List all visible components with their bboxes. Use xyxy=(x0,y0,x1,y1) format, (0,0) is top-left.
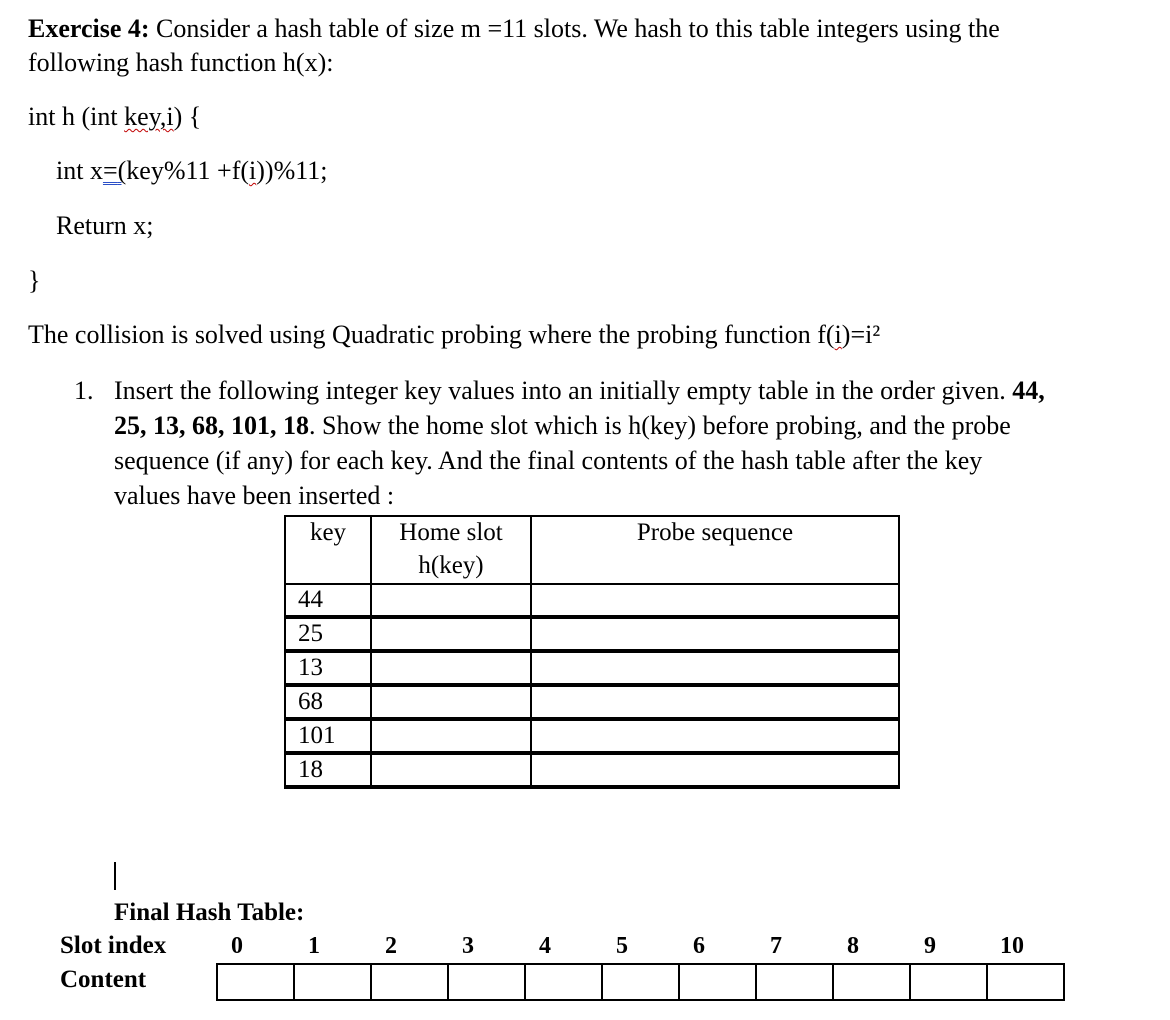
slot-index-6: 6 xyxy=(693,933,705,959)
header-key: key xyxy=(285,516,371,584)
probe-sequence-cell[interactable] xyxy=(531,753,899,787)
final-table-title: Final Hash Table: xyxy=(114,899,305,926)
table-row xyxy=(285,651,899,685)
slot-index-label: Slot index xyxy=(60,932,167,959)
code-body-equals: = xyxy=(102,156,118,185)
content-cell-2[interactable] xyxy=(372,965,449,999)
content-cell-10[interactable] xyxy=(988,965,1063,999)
text-cursor xyxy=(114,862,116,890)
code-body-i: i xyxy=(249,156,257,185)
probe-table xyxy=(284,515,900,789)
collision-post: )=i² xyxy=(841,320,881,349)
collision-pre: The collision is solved using Quadratic probing where the probing function f( xyxy=(28,320,835,349)
content-cell-4[interactable] xyxy=(526,965,603,999)
slot-index-8: 8 xyxy=(847,933,859,959)
slot-index-2: 2 xyxy=(385,933,397,959)
question-line3: sequence (if any) for each key. And the final contents of the hash table after the key xyxy=(114,446,983,475)
content-cell-8[interactable] xyxy=(834,965,911,999)
key-cell: 13 xyxy=(285,651,371,685)
content-cell-7[interactable] xyxy=(757,965,834,999)
code-signature-params: key,i xyxy=(124,102,174,131)
probe-sequence-cell[interactable] xyxy=(531,719,899,753)
table-row xyxy=(285,584,899,617)
table-row xyxy=(285,719,899,753)
question-line2 xyxy=(114,411,1011,441)
slot-index-5: 5 xyxy=(616,933,628,959)
code-body-paren: ( xyxy=(117,156,127,185)
header-home-slot-line1: Home slot xyxy=(399,519,503,546)
content-cell-9[interactable] xyxy=(911,965,988,999)
code-signature xyxy=(28,102,201,132)
code-signature-pre: int h (int xyxy=(28,102,125,131)
table-row xyxy=(285,753,899,787)
question-line1-bold: 44, xyxy=(1012,376,1045,405)
question-number: 1. xyxy=(74,376,94,405)
home-slot-cell[interactable] xyxy=(371,651,531,685)
question-line1 xyxy=(114,376,1045,406)
home-slot-cell[interactable] xyxy=(371,617,531,651)
slot-index-3: 3 xyxy=(462,933,474,959)
header-home-slot-line2: h(key) xyxy=(418,551,484,579)
collision-i: i xyxy=(834,320,842,349)
header-home-slot xyxy=(371,516,531,584)
home-slot-cell[interactable] xyxy=(371,719,531,753)
collision-sentence xyxy=(28,320,880,350)
content-cell-5[interactable] xyxy=(603,965,680,999)
key-cell: 25 xyxy=(285,617,371,651)
code-signature-post: ) { xyxy=(173,102,202,131)
table-row xyxy=(285,685,899,719)
code-body-mid: key%11 +f( xyxy=(126,156,250,185)
table-row xyxy=(285,617,899,651)
exercise-intro-text: Consider a hash table of size m =11 slots. We hash to this table integers using the xyxy=(149,14,1000,43)
code-body-post: ))%11; xyxy=(256,156,328,185)
slot-index-9: 9 xyxy=(924,933,936,959)
question-keys-bold: 25, 13, 68, 101, 18 xyxy=(114,411,309,440)
probe-sequence-cell[interactable] xyxy=(531,584,899,617)
slot-index-0: 0 xyxy=(231,933,243,959)
code-return-line: Return x; xyxy=(56,211,154,240)
key-cell: 101 xyxy=(285,719,371,753)
probe-table-header-row xyxy=(285,516,899,584)
code-body-line xyxy=(56,156,327,186)
slot-index-10: 10 xyxy=(1000,933,1024,959)
slot-index-7: 7 xyxy=(770,933,782,959)
home-slot-cell[interactable] xyxy=(371,685,531,719)
exercise-intro-line1 xyxy=(28,14,1000,44)
code-body-pre: int x xyxy=(56,156,103,185)
content-cell-1[interactable] xyxy=(295,965,372,999)
content-cell-3[interactable] xyxy=(449,965,526,999)
question-line1-text: Insert the following integer key values into an initially empty table in the order given. xyxy=(114,376,1013,405)
probe-sequence-cell[interactable] xyxy=(531,651,899,685)
content-label: Content xyxy=(60,966,147,993)
exercise-intro-line2: following hash function h(x): xyxy=(28,48,334,77)
header-probe-sequence: Probe sequence xyxy=(531,516,899,584)
question-line2-text: . Show the home slot which is h(key) before probing, and the probe xyxy=(309,411,1011,440)
slot-index-1: 1 xyxy=(308,933,320,959)
content-cell-6[interactable] xyxy=(680,965,757,999)
key-cell: 44 xyxy=(285,584,371,617)
key-cell: 18 xyxy=(285,753,371,787)
question-line4: values have been inserted : xyxy=(114,481,395,510)
code-close-brace: } xyxy=(28,266,41,295)
key-cell: 68 xyxy=(285,685,371,719)
probe-sequence-cell[interactable] xyxy=(531,685,899,719)
content-cell-0[interactable] xyxy=(218,965,295,999)
final-content-row xyxy=(216,963,1065,1001)
exercise-label: Exercise 4: xyxy=(28,14,150,43)
slot-index-4: 4 xyxy=(539,933,551,959)
home-slot-cell[interactable] xyxy=(371,753,531,787)
home-slot-cell[interactable] xyxy=(371,584,531,617)
probe-sequence-cell[interactable] xyxy=(531,617,899,651)
